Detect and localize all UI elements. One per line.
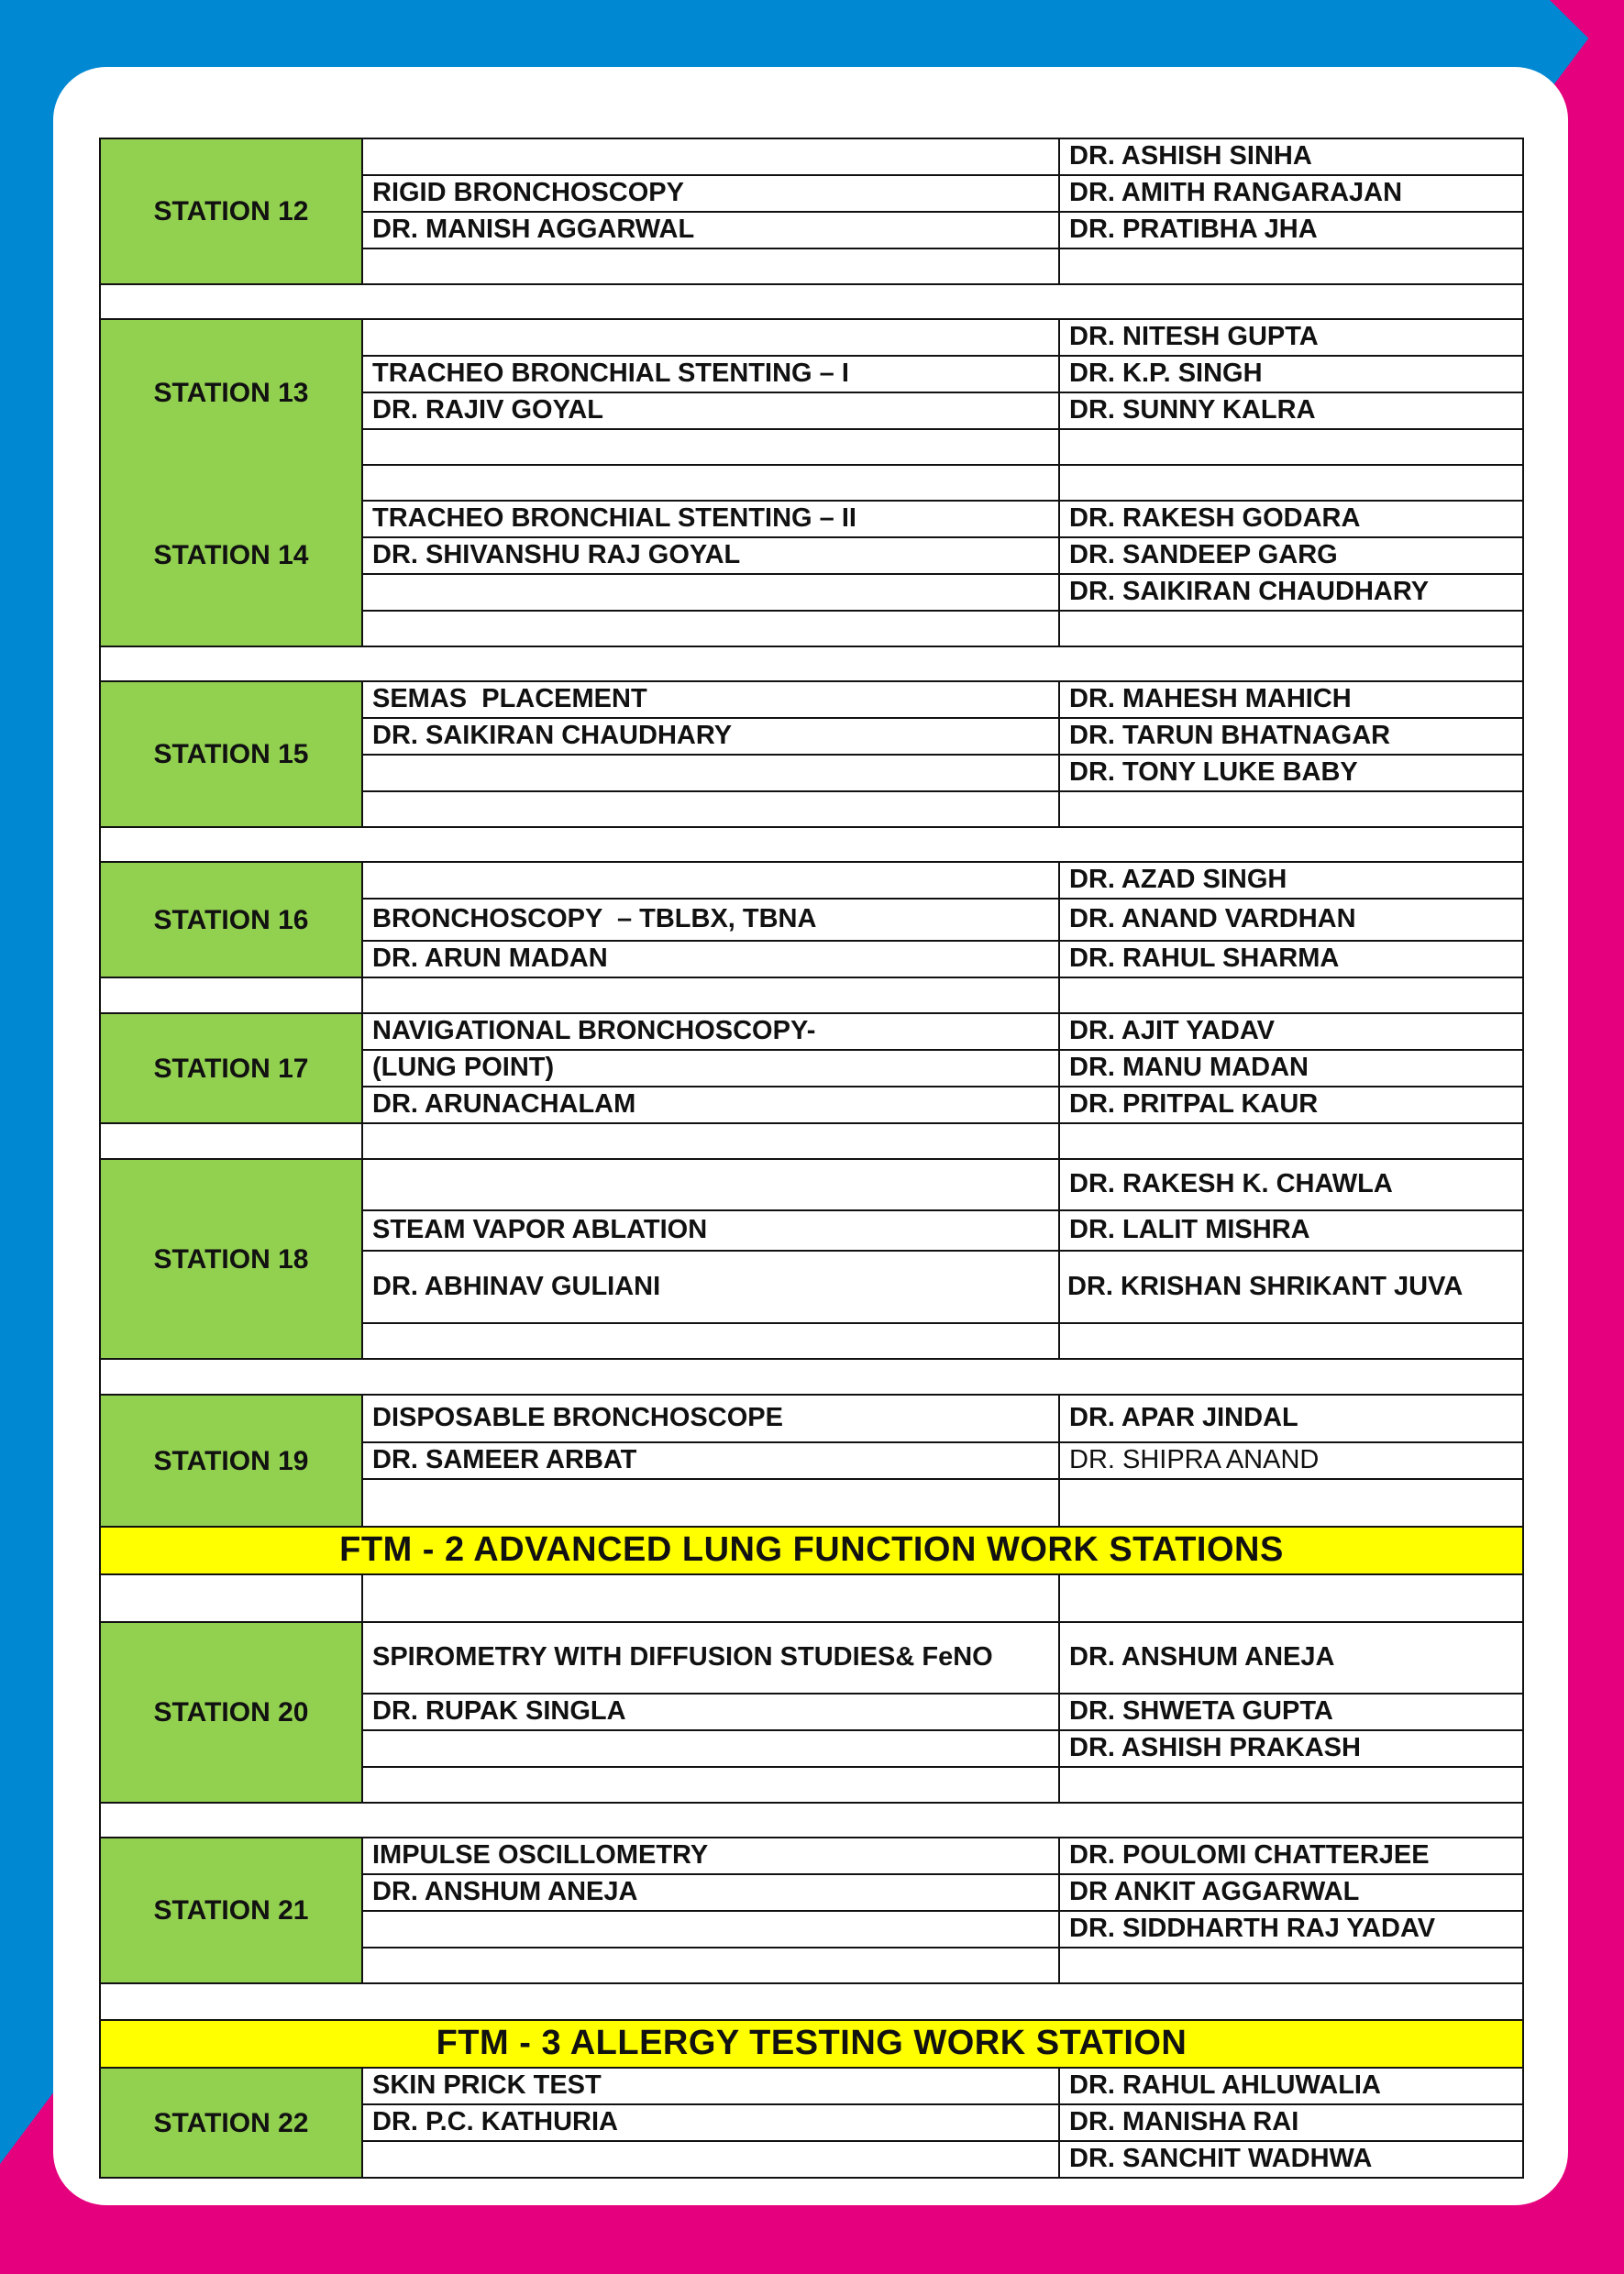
faculty-cell: DR. ANAND VARDHAN — [1059, 899, 1523, 941]
station-15-label: STATION 15 — [100, 681, 362, 827]
faculty-cell: DR. SANDEEP GARG — [1059, 537, 1523, 574]
faculty-cell: DR. TONY LUKE BABY — [1059, 755, 1523, 791]
station-lead: DR. RAJIV GOYAL — [362, 392, 1059, 429]
table-row — [100, 1395, 1523, 1442]
spacer-row — [100, 1983, 1523, 2020]
table-row — [100, 1527, 1523, 1574]
station-schedule-table — [99, 138, 1524, 2179]
faculty-cell: DR. PRITPAL KAUR — [1059, 1087, 1523, 1123]
faculty-cell: DR. SAIKIRAN CHAUDHARY — [1059, 574, 1523, 611]
faculty-cell: DR. ASHISH PRAKASH — [1059, 1730, 1523, 1767]
station-16-label: STATION 16 — [100, 862, 362, 977]
faculty-cell: DR. SHWETA GUPTA — [1059, 1694, 1523, 1730]
station-topic: STEAM VAPOR ABLATION — [362, 1210, 1059, 1251]
faculty-cell: DR. TARUN BHATNAGAR — [1059, 718, 1523, 755]
station-topic: TRACHEO BRONCHIAL STENTING – I — [362, 356, 1059, 392]
faculty-cell: DR. AMITH RANGARAJAN — [1059, 175, 1523, 212]
station-lead: DR. ABHINAV GULIANI — [362, 1251, 1059, 1323]
faculty-cell: DR. LALIT MISHRA — [1059, 1210, 1523, 1251]
table-row — [100, 2020, 1523, 2068]
table-row — [100, 1622, 1523, 1694]
section-banner-ftm3: FTM - 3 ALLERGY TESTING WORK STATION — [100, 2020, 1523, 2068]
station-topic: DISPOSABLE BRONCHOSCOPE — [362, 1395, 1059, 1442]
spacer-row — [100, 646, 1523, 681]
faculty-cell: DR. K.P. SINGH — [1059, 356, 1523, 392]
table-row — [100, 1159, 1523, 1210]
station-21-label: STATION 21 — [100, 1838, 362, 1983]
faculty-cell: DR. RAHUL SHARMA — [1059, 941, 1523, 977]
station-17-label: STATION 17 — [100, 1013, 362, 1123]
station-topic: SKIN PRICK TEST — [362, 2068, 1059, 2104]
station-12-label: STATION 12 — [100, 138, 362, 284]
table-row — [100, 465, 1523, 501]
station-lead: DR. SAIKIRAN CHAUDHARY — [362, 718, 1059, 755]
spacer-row — [100, 1359, 1523, 1395]
station-lead: DR. ARUN MADAN — [362, 941, 1059, 977]
station-topic: RIGID BRONCHOSCOPY — [362, 175, 1059, 212]
faculty-cell: DR. MANISHA RAI — [1059, 2104, 1523, 2141]
faculty-cell: DR. MAHESH MAHICH — [1059, 681, 1523, 718]
faculty-cell: DR. AJIT YADAV — [1059, 1013, 1523, 1050]
spacer-row — [100, 827, 1523, 862]
station-18-label: STATION 18 — [100, 1159, 362, 1359]
station-topic: TRACHEO BRONCHIAL STENTING – II — [362, 501, 1059, 537]
table-row — [100, 319, 1523, 356]
table-row — [100, 862, 1523, 899]
table-row — [100, 1013, 1523, 1050]
station-lead: DR. SAMEER ARBAT — [362, 1442, 1059, 1479]
faculty-cell: DR. APAR JINDAL — [1059, 1395, 1523, 1442]
station-lead: DR. ANSHUM ANEJA — [362, 1874, 1059, 1911]
spacer-row — [100, 1803, 1523, 1838]
faculty-cell: DR. RAKESH K. CHAWLA — [1059, 1159, 1523, 1210]
station-lead: DR. ARUNACHALAM — [362, 1087, 1059, 1123]
faculty-cell: DR. NITESH GUPTA — [1059, 319, 1523, 356]
station-topic: IMPULSE OSCILLOMETRY — [362, 1838, 1059, 1874]
faculty-cell: DR. AZAD SINGH — [1059, 862, 1523, 899]
faculty-cell: DR. PRATIBHA JHA — [1059, 212, 1523, 248]
station-topic: SEMAS PLACEMENT — [362, 681, 1059, 718]
faculty-cell: DR. POULOMI CHATTERJEE — [1059, 1838, 1523, 1874]
faculty-cell: DR. SUNNY KALRA — [1059, 392, 1523, 429]
table-row — [100, 977, 1523, 1013]
spacer-row — [100, 284, 1523, 319]
station-14-label: STATION 14 — [100, 465, 362, 646]
table-row — [100, 681, 1523, 718]
table-row — [100, 1123, 1523, 1159]
faculty-cell: DR ANKIT AGGARWAL — [1059, 1874, 1523, 1911]
faculty-cell: DR. SIDDHARTH RAJ YADAV — [1059, 1911, 1523, 1948]
station-19-label: STATION 19 — [100, 1395, 362, 1527]
table-row — [100, 1838, 1523, 1874]
table-row — [100, 138, 1523, 175]
faculty-cell: DR. RAKESH GODARA — [1059, 501, 1523, 537]
station-lead: DR. P.C. KATHURIA — [362, 2104, 1059, 2141]
table-row — [100, 2068, 1523, 2104]
faculty-cell: DR. KRISHAN SHRIKANT JUVA — [1059, 1251, 1523, 1323]
faculty-cell: DR. SANCHIT WADHWA — [1059, 2141, 1523, 2178]
station-lead: DR. RUPAK SINGLA — [362, 1694, 1059, 1730]
station-topic: NAVIGATIONAL BRONCHOSCOPY- — [362, 1013, 1059, 1050]
faculty-cell: DR. SHIPRA ANAND — [1059, 1442, 1523, 1479]
station-topic: BRONCHOSCOPY – TBLBX, TBNA — [362, 899, 1059, 941]
station-topic: SPIROMETRY WITH DIFFUSION STUDIES& FeNO — [362, 1622, 1059, 1694]
station-lead: DR. SHIVANSHU RAJ GOYAL — [362, 537, 1059, 574]
section-banner-ftm2: FTM - 2 ADVANCED LUNG FUNCTION WORK STATIONS — [100, 1527, 1523, 1574]
faculty-cell: DR. RAHUL AHLUWALIA — [1059, 2068, 1523, 2104]
station-22-label: STATION 22 — [100, 2068, 362, 2178]
station-lead: DR. MANISH AGGARWAL — [362, 212, 1059, 248]
station-13-label: STATION 13 — [100, 319, 362, 465]
station-topic-line2: (LUNG POINT) — [362, 1050, 1059, 1087]
faculty-cell: DR. MANU MADAN — [1059, 1050, 1523, 1087]
table-row — [100, 1574, 1523, 1622]
faculty-cell: DR. ASHISH SINHA — [1059, 138, 1523, 175]
faculty-cell: DR. ANSHUM ANEJA — [1059, 1622, 1523, 1694]
station-20-label: STATION 20 — [100, 1622, 362, 1803]
